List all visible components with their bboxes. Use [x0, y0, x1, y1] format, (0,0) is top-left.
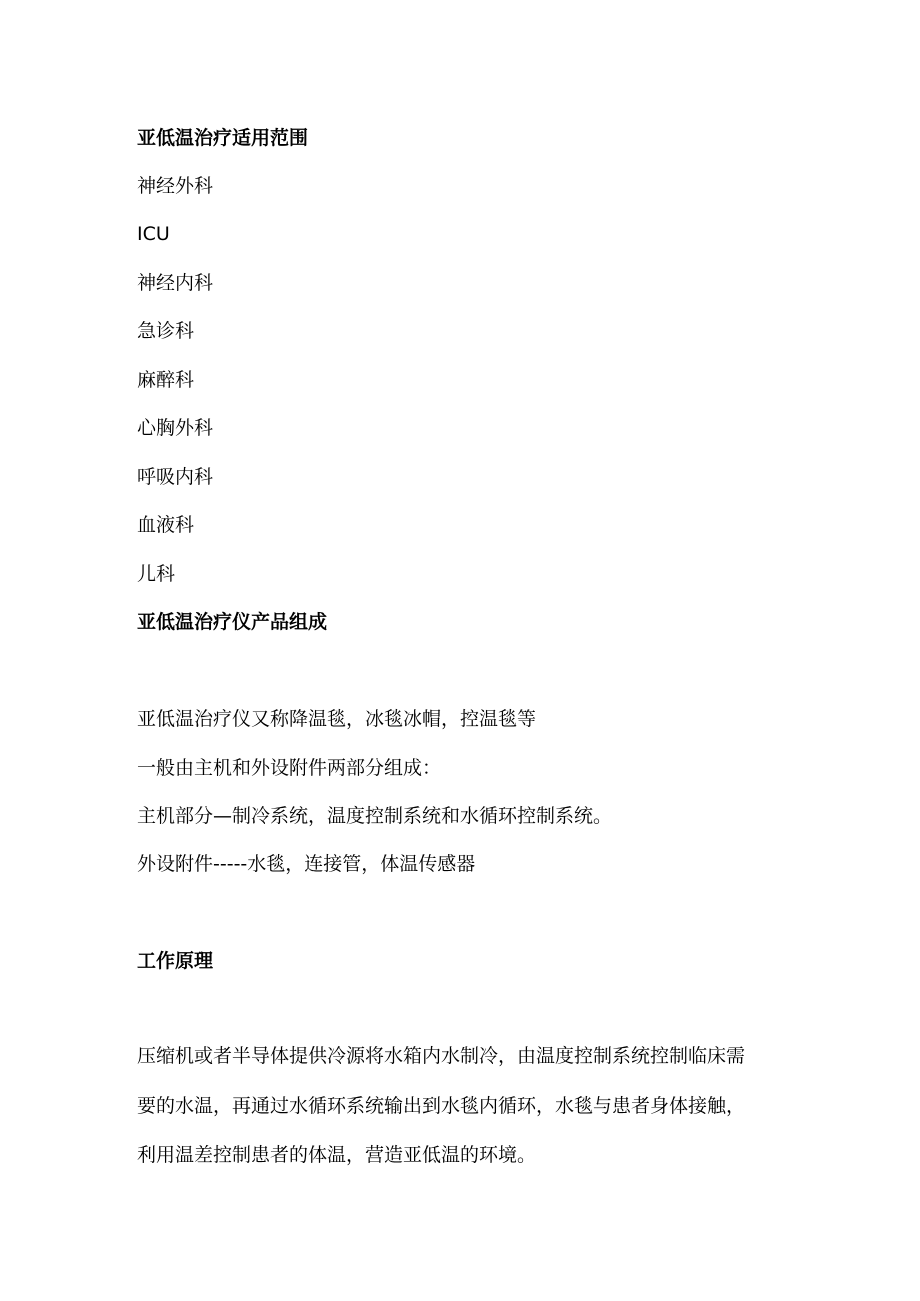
composition-paragraph: 亚低温治疗仪又称降温毯，冰毯冰帽，控温毯等	[137, 708, 537, 730]
section-heading-principle: 工作原理	[137, 950, 214, 972]
principle-text-line: 要的水温，再通过水循环系统输出到水毯内循环，水毯与患者身体接触，	[137, 1095, 746, 1117]
composition-paragraph: 主机部分—制冷系统，温度控制系统和水循环控制系统。	[137, 805, 613, 827]
section-heading-composition: 亚低温治疗仪产品组成	[137, 611, 328, 633]
department-item: 呼吸内科	[137, 466, 214, 488]
section-heading-scope: 亚低温治疗适用范围	[137, 127, 309, 149]
composition-paragraph: 外设附件-----水毯，连接管，体温传感器	[137, 853, 476, 875]
principle-text-line: 利用温差控制患者的体温，营造亚低温的环境。	[137, 1144, 537, 1166]
department-item: 心胸外科	[137, 417, 214, 439]
department-item: 麻醉科	[137, 369, 195, 391]
department-item: 神经外科	[137, 175, 214, 197]
department-item: ICU	[137, 223, 170, 245]
department-item: 神经内科	[137, 272, 214, 294]
principle-text-line: 压缩机或者半导体提供冷源将水箱内水制冷，由温度控制系统控制临床需	[137, 1045, 746, 1067]
department-item: 血液科	[137, 514, 195, 536]
composition-paragraph: 一般由主机和外设附件两部分组成：	[137, 757, 442, 779]
department-item: 儿科	[137, 563, 176, 585]
department-item: 急诊科	[137, 320, 195, 342]
